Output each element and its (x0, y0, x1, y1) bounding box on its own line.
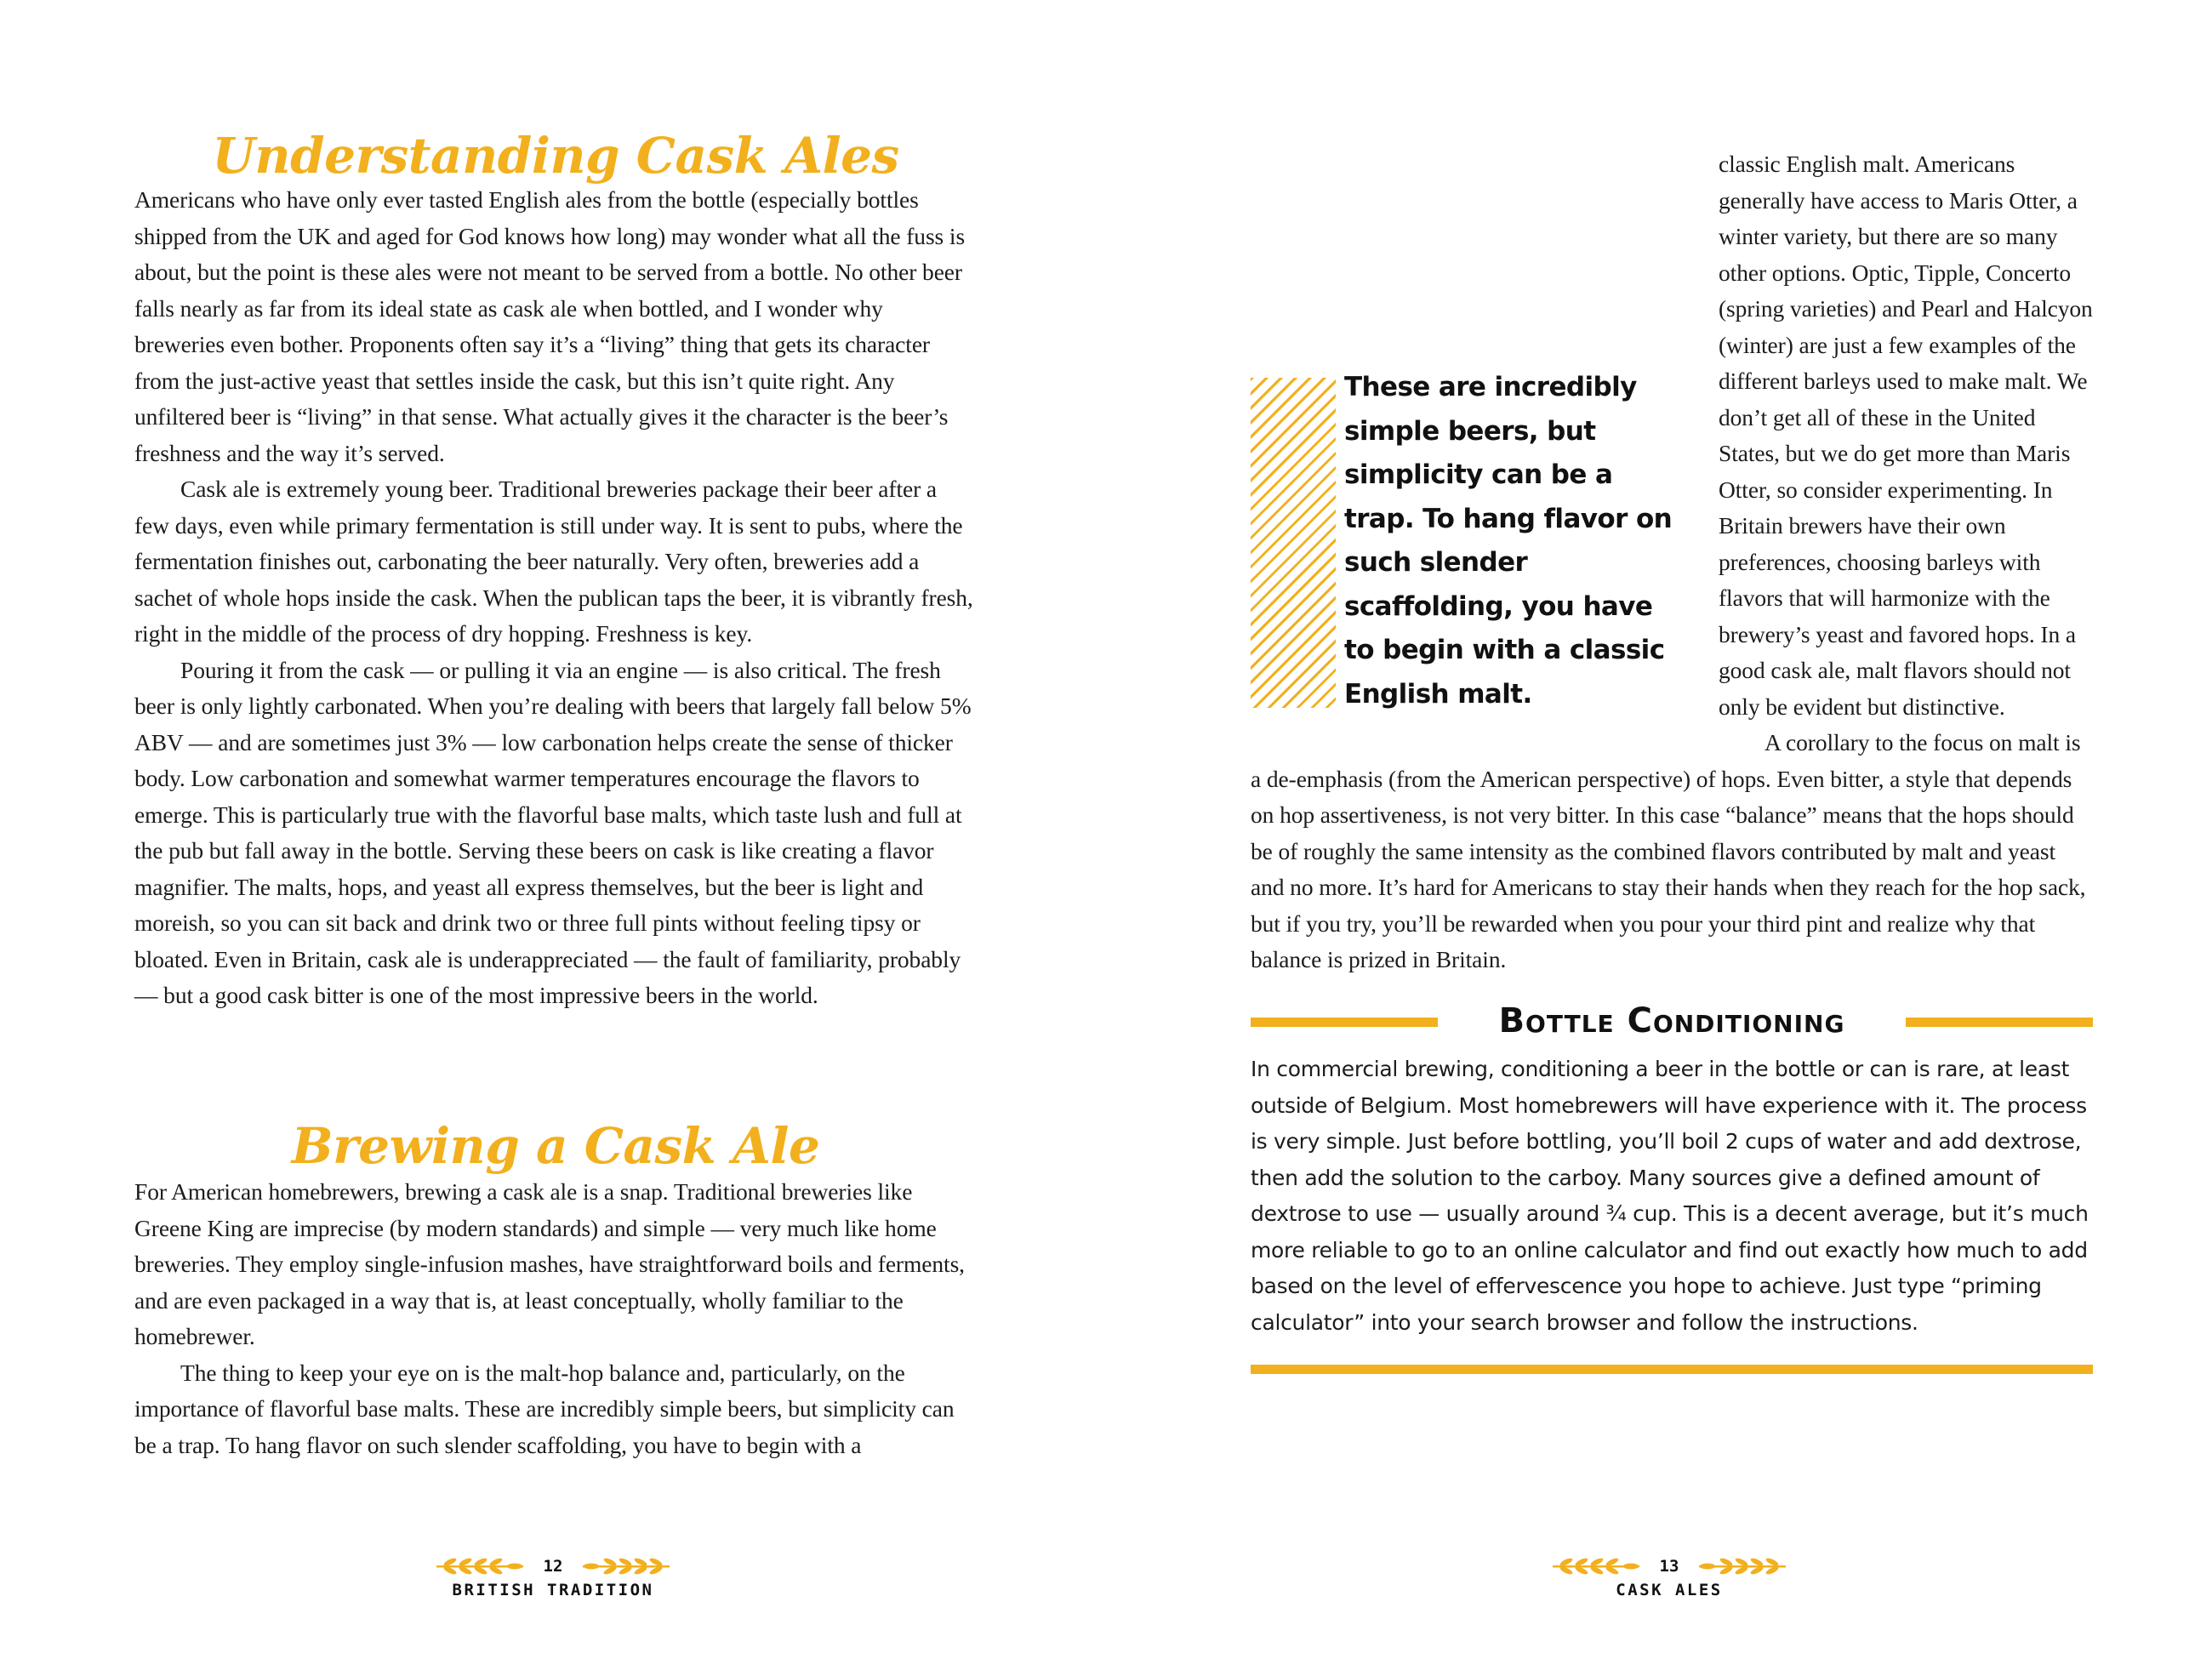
wheat-icon (1549, 1558, 1643, 1575)
sidebar-text: In commercial brewing, conditioning a beer in the bottle or can is rare, at least outside of Belgium. Most homebrewers will have experience with it. The process is very simple. Just before bottling, you’ll boil 2 cups of water and add dextrose, then add the solution to the carboy. Many sources give a defined amount of dextrose to use — usually around ¾ cup. This is a decent average, but it’s much more reliable to go to an online calculator and find out exactly how much to add based on the level of effervescence you hope to achieve. Just type “priming calculator” into your search browser and follow the instructions. (1251, 1057, 2089, 1335)
wheat-icon (579, 1558, 673, 1575)
section-continued-body (1251, 146, 2093, 978)
pull-quote (1251, 359, 1693, 733)
right-page (1106, 0, 2212, 1659)
section-brewing-body (134, 1174, 977, 1463)
sidebar-header (1251, 995, 2093, 1046)
footer-section-label: CASK ALES (1616, 1581, 1723, 1599)
sidebar-title (1251, 995, 2093, 1046)
heading-brewing-a-cask-ale: Brewing a Cask Ale (291, 1117, 820, 1175)
wheat-icon (433, 1558, 527, 1575)
page-footer (340, 1554, 766, 1599)
paragraph: Americans who have only ever tasted English ales from the bottle (especially bottles shipped from the UK and aged for God knows how long) may wonder what all the fuss is about, but the point is these ales were not meant to be served from a bottle. No other beer falls nearly as far from its ideal state as cask ale when bottled, and I wonder why breweries even bother. Proponents often say it’s a “living” thing that gets its character from the just-active yeast that settles inside the cask, but this isn’t quite right. Any unfiltered beer is “living” in that sense. What actually gives it the character is the beer’s freshness and the way it’s served. (134, 186, 966, 466)
sidebar-title-text: Bottle Conditioning (1475, 1001, 1869, 1040)
sidebar-bottom-rule (1251, 1365, 2093, 1374)
paragraph-text: classic English malt. Americans generally have access to Maris Otter, a winter variety, but there are so many other options. Optic, Tipple, Concerto (spring varieties) and Pearl and Halcyon (winter) are just a few examples of the different barleys used to make malt. We don’t get all of these in the United States, but we do get more than Maris Otter, so consider experimenting. In Britain brewers have their own preferences, choosing barleys with flavors that will harmonize with the brewery’s yeast and favored hops. In a good cask ale, malt flavors should not only be evident but distinctive. (1719, 151, 2093, 720)
page-footer (1457, 1554, 1882, 1599)
wheat-icon (1696, 1558, 1789, 1575)
pull-quote-text: These are incredibly simple beers, but simplicity can be a trap. To hang flavor on such slender scaffolding, you have to begin with a classic English malt. (1344, 372, 1673, 710)
paragraph: Cask ale is extremely young beer. Traditional breweries package their beer after a few days, even while primary fermentation is still under way. It is sent to pubs, where the fermentation finishes out, carbonating the beer naturally. Very often, breweries add a sachet of whole hops inside the cask. When the publican taps the beer, it is vibrantly fresh, right in the middle of the process of dry hopping. Freshness is key. (134, 476, 973, 647)
pull-quote-stripes (1251, 378, 1336, 708)
heading-understanding-cask-ales: Understanding Cask Ales (212, 127, 899, 185)
paragraph: A corollary to the focus on malt is a de-emphasis (from the American perspective) of hops. Even bitter, a style that depends on hop assertiveness, is not very bitter. In this case “balance” means that the hops should be of roughly the same intensity as the combined flavors contributed by malt and yeast and no more. It’s hard for Americans to stay their hands when they reach for the hop sack, but if you try, you’ll be rewarded when you pour your third pint and realize why that balance is prized in Britain. (1251, 729, 2086, 972)
paragraph (1251, 146, 2093, 725)
sidebar-bottle-conditioning (1251, 995, 2093, 1374)
paragraph: The thing to keep your eye on is the malt-hop balance and, particularly, on the importance of flavorful base malts. These are incredibly simple beers, but simplicity can be a trap. To hang flavor on such slender scaffolding, you have to begin with a (134, 1359, 955, 1458)
page-number: 13 (1659, 1557, 1679, 1576)
footer-section-label: BRITISH TRADITION (452, 1581, 654, 1599)
page-number: 12 (543, 1557, 563, 1576)
section-understanding-body (134, 182, 977, 1014)
paragraph: Pouring it from the cask — or pulling it via an engine — is also critical. The fresh beer is only lightly carbonated. When you’re dealing with beers that largely fall below 5% ABV — and are sometimes just 3% — low carbonation helps create the sense of thicker body. Low carbonation and somewhat warmer temperatures encourage the flavors to emerge. This is particularly true with the flavorful base malts, which taste lush and full at the pub but fall away in the bottle. Serving these beers on cask is like creating a flavor magnifier. The malts, hops, and yeast all express themselves, but the beer is light and moreish, so you can sit back and drink two or three full pints without feeling tipsy or bloated. Even in Britain, cask ale is underappreciated — the fault of familiarity, probably — but a good cask bitter is one of the most impressive beers in the world. (134, 656, 972, 1008)
paragraph: For American homebrewers, brewing a cask ale is a snap. Traditional breweries like Greene King are imprecise (by modern standards) and simple — very much like home breweries. They employ single-infusion mashes, have straightforward boils and ferments, and are even packaged in a way that is, at least conceptually, wholly familiar to the homebrewer. (134, 1178, 965, 1349)
